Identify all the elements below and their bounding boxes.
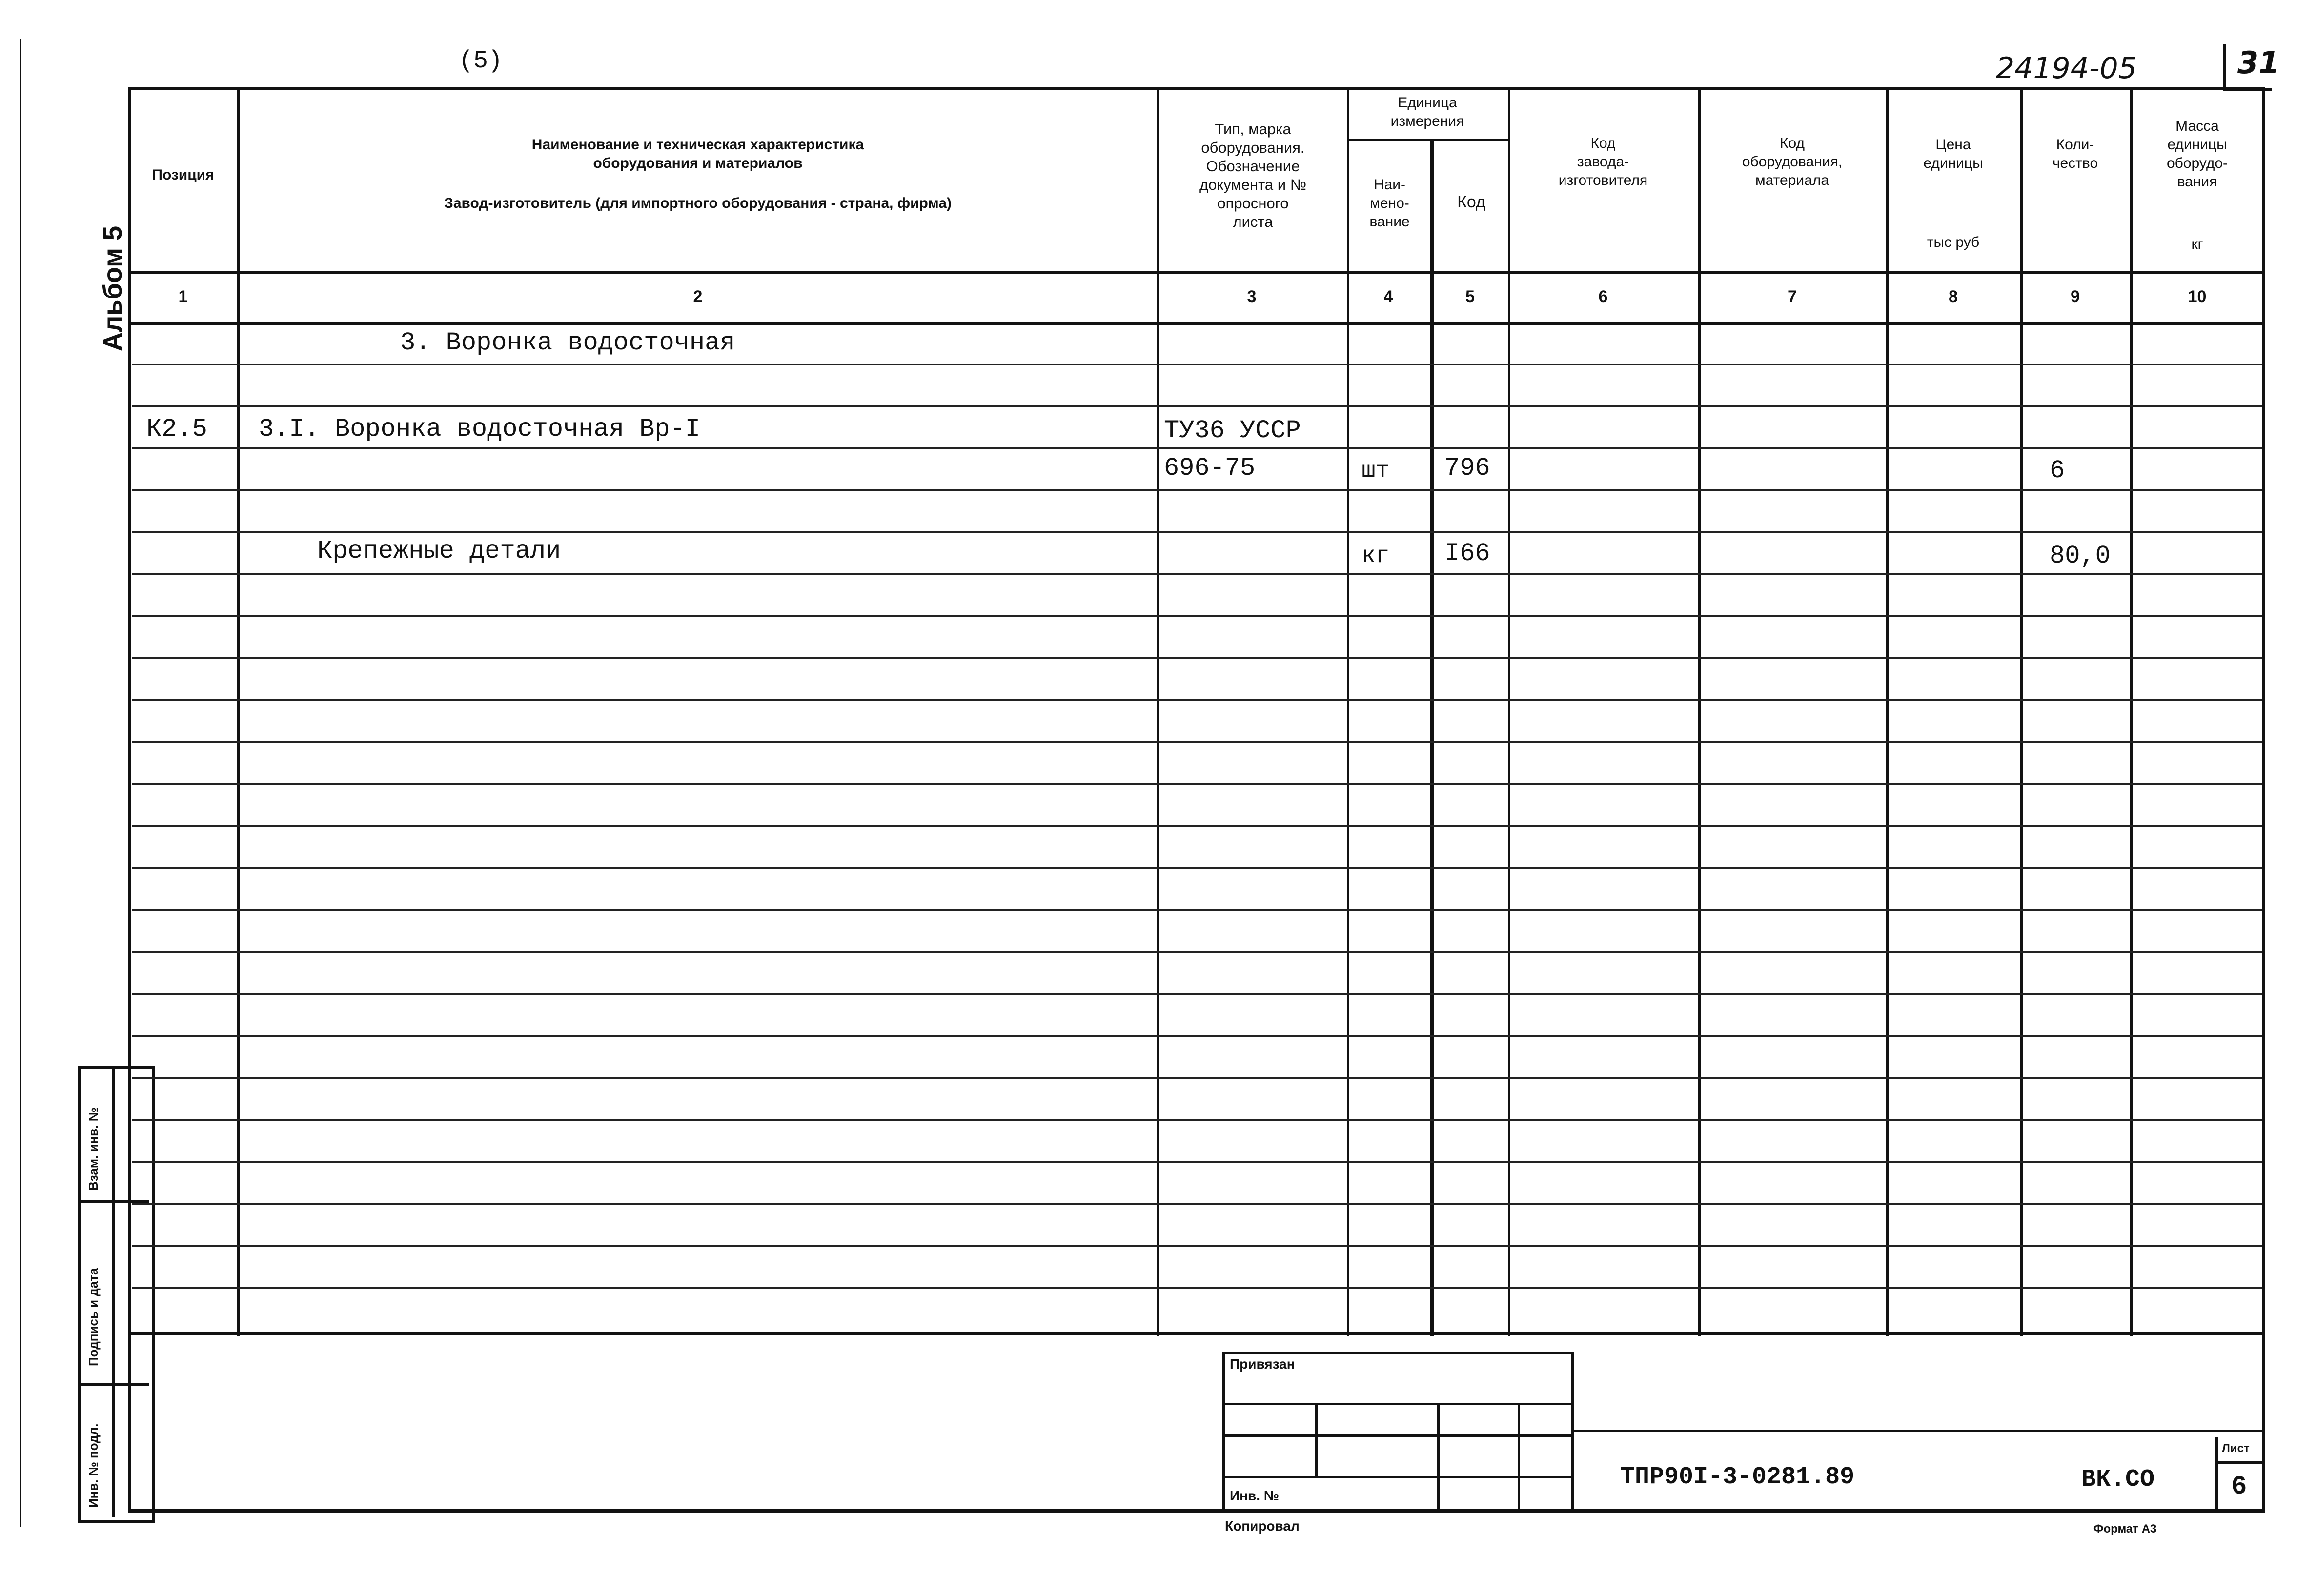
attached-label: Привязан [1230, 1356, 1295, 1372]
colnum-8: 8 [1949, 287, 1958, 306]
row-rule [132, 699, 2262, 701]
stamp-label-signature: Подпись и дата [86, 1268, 101, 1366]
col-line-6 [1698, 87, 1701, 1336]
row-rule [132, 615, 2262, 617]
header-manufacturer: Завод-изготовитель (для импортного оборудования - страна, фирма) [444, 195, 952, 211]
col-line-2 [1157, 87, 1159, 1336]
titleblock-top-rule [1574, 1430, 2265, 1432]
row-unit-kg: кг [1362, 543, 1390, 569]
row-rule [132, 993, 2262, 995]
row-rule [132, 489, 2262, 491]
stamp-label-inventory: Инв. № подл. [86, 1423, 101, 1508]
row-position: К2.5 [146, 415, 207, 444]
row-rule [132, 447, 2262, 449]
colnum-bottom-rule [128, 322, 2265, 325]
header-unit-code: Код [1457, 193, 1485, 211]
inv-no-label: Инв. № [1230, 1488, 1280, 1503]
colnum-7: 7 [1788, 287, 1797, 306]
copied-label: Копировал [1225, 1518, 1300, 1534]
row-rule [132, 1161, 2262, 1163]
left-margin-line [20, 39, 21, 1527]
sheet-number: 6 [2231, 1472, 2247, 1502]
header-quantity: Коли- чество [2052, 137, 2098, 171]
row-type-line1: ТУ36 УССР [1164, 416, 1301, 445]
row-rule [132, 909, 2262, 911]
row-rule [132, 657, 2262, 659]
col-line-3 [1347, 87, 1349, 1336]
row-rule [132, 741, 2262, 743]
header-bottom-rule [128, 271, 2265, 274]
row-rule [132, 1203, 2262, 1205]
header-name: Наименование и техническая характеристика оборудования и материалов [531, 137, 864, 171]
sheet-box-rule [2215, 1461, 2265, 1464]
stamp-label-replace: Взам. инв. № [86, 1107, 101, 1191]
row-rule [132, 867, 2262, 869]
attached-col-3 [1518, 1403, 1520, 1513]
format-label: Формат А3 [2093, 1522, 2157, 1535]
colnum-2: 2 [693, 287, 703, 306]
header-position: Позиция [152, 167, 214, 183]
colnum-9: 9 [2071, 287, 2080, 306]
sheet-marker: (5) [459, 47, 503, 75]
row-unit-code-796: 796 [1444, 454, 1490, 483]
handwritten-doc-number: 24194-05 [1996, 51, 2137, 85]
colnum-5: 5 [1465, 287, 1475, 306]
attached-rule-2 [1222, 1434, 1574, 1437]
row-rule [132, 1245, 2262, 1247]
row-unit-code-166: I66 [1444, 539, 1490, 568]
col-line-4 [1430, 139, 1434, 1336]
header-price-unit: тыс руб [1927, 234, 1980, 250]
col-line-8 [2020, 87, 2023, 1336]
col-line-7 [1886, 87, 1889, 1336]
row-rule [132, 1077, 2262, 1079]
section-heading: 3. Воронка водосточная [400, 328, 735, 357]
sheet-label: Лист [2222, 1442, 2250, 1455]
colnum-6: 6 [1598, 287, 1608, 306]
header-mass-unit: кг [2191, 236, 2203, 252]
header-unit-group: Единица измерения [1390, 95, 1464, 129]
page-number: 31 [2237, 45, 2280, 81]
row-rule [132, 783, 2262, 785]
row-fasteners-name: Крепежные детали [317, 537, 561, 566]
unit-group-rule [1347, 139, 1508, 141]
row-rule [132, 825, 2262, 827]
row-rule [132, 951, 2262, 953]
col-line-5 [1508, 87, 1510, 1336]
row-rule [132, 573, 2262, 575]
row-rule [132, 531, 2262, 533]
colnum-1: 1 [178, 287, 188, 306]
table-bottom-rule [128, 1332, 2265, 1335]
attached-col-2 [1437, 1403, 1440, 1513]
colnum-3: 3 [1247, 287, 1257, 306]
row-item-name: 3.I. Воронка водосточная Вр-I [259, 415, 700, 444]
row-rule [132, 1119, 2262, 1121]
row-rule [132, 1035, 2262, 1037]
row-rule [132, 1287, 2262, 1289]
section-code: ВК.СО [2081, 1466, 2155, 1494]
col-line-9 [2130, 87, 2133, 1336]
row-type-line2: 696-75 [1164, 454, 1256, 483]
colnum-4: 4 [1383, 287, 1393, 306]
row-quantity-6: 6 [2050, 456, 2065, 485]
row-quantity-80: 80,0 [2050, 542, 2111, 570]
col-line-1 [237, 87, 240, 1336]
row-unit-pcs: шт [1362, 458, 1390, 484]
attached-rule-1 [1222, 1403, 1574, 1405]
album-label: Альбом 5 [98, 225, 127, 351]
header-unit-name: Наи- мено- вание [1369, 177, 1410, 230]
row-rule [132, 364, 2262, 365]
row-rule [132, 405, 2262, 407]
attached-rule-3 [1222, 1476, 1574, 1478]
header-mass: Масса единицы оборудо- вания [2166, 118, 2228, 190]
doc-code: ТПР90I-3-0281.89 [1620, 1463, 1855, 1491]
header-type: Тип, марка оборудования. Обозначение документа и № опросного листа [1199, 121, 1306, 230]
header-plant-code: Код завода- изготовителя [1558, 135, 1648, 188]
attached-col-1 [1315, 1403, 1318, 1476]
colnum-10: 10 [2188, 287, 2207, 306]
header-equipment-code: Код оборудования, материала [1742, 135, 1843, 188]
header-price: Цена единицы [1923, 137, 1983, 171]
